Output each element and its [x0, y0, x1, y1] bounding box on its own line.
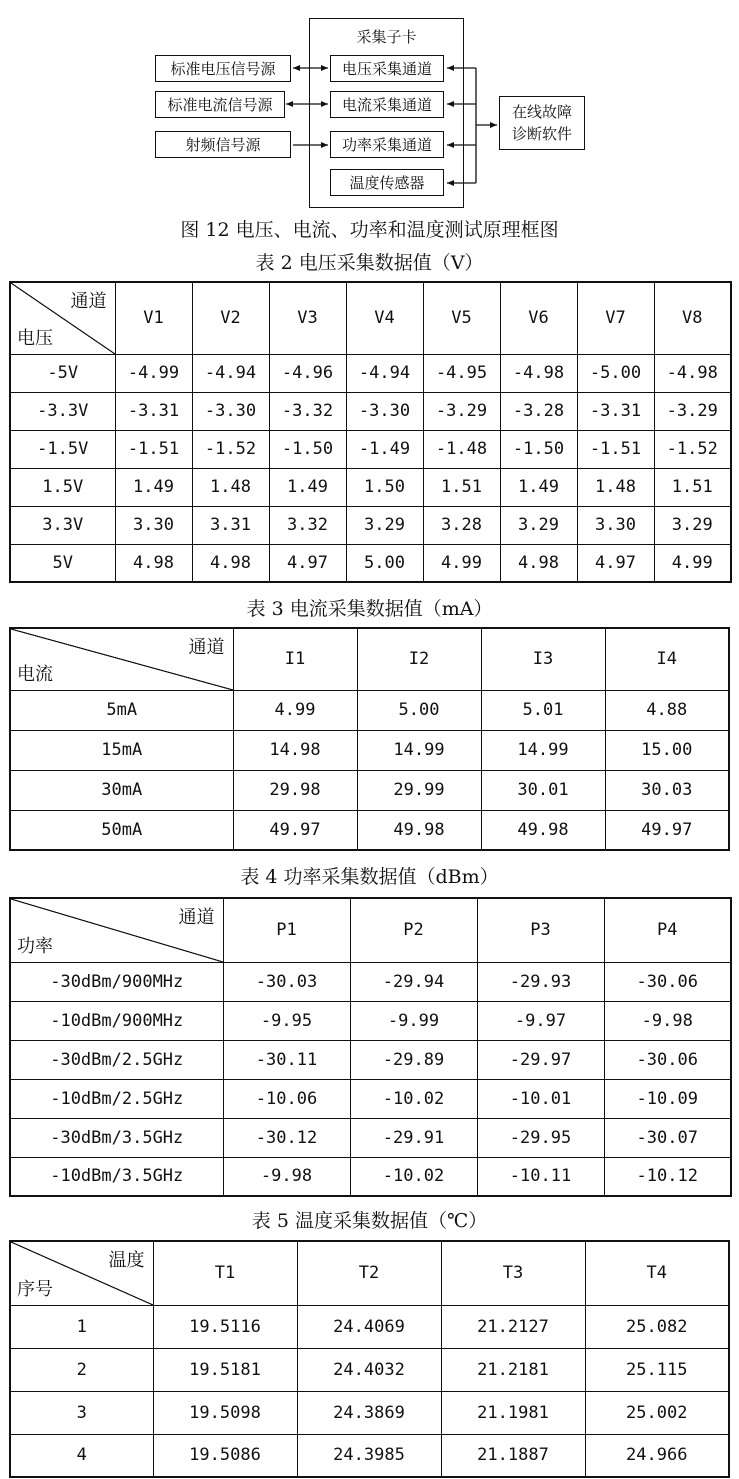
- column-header: P1: [223, 898, 350, 962]
- table-cell: -4.94: [346, 354, 423, 392]
- temperature-sensor: 温度传感器: [330, 169, 444, 196]
- table-cell: -3.28: [500, 392, 577, 430]
- table-row: [10, 430, 731, 468]
- block-diagram: [0, 0, 739, 210]
- table-3-caption: 表 3 电流采集数据值（mA）: [246, 598, 493, 620]
- table-2-caption: 表 2 电压采集数据值（V）: [255, 252, 484, 274]
- row-label: 2: [10, 1348, 153, 1391]
- table-cell: 3.28: [423, 506, 500, 544]
- table-cell: 49.98: [357, 810, 481, 850]
- column-header: P3: [477, 898, 604, 962]
- table-cell: 3.29: [500, 506, 577, 544]
- table-cell: -4.95: [423, 354, 500, 392]
- table-cell: 49.97: [233, 810, 357, 850]
- table-row: [10, 468, 731, 506]
- table-cell: -10.01: [477, 1079, 604, 1118]
- table-cell: 1.48: [192, 468, 269, 506]
- table-row: [10, 392, 731, 430]
- table-cell: 3.29: [346, 506, 423, 544]
- table-cell: 19.5181: [153, 1348, 297, 1391]
- header-row: [10, 898, 731, 962]
- table-cell: -10.02: [350, 1157, 477, 1196]
- row-label: 1: [10, 1305, 153, 1348]
- column-header: V6: [500, 282, 577, 354]
- corner-cell: [10, 1241, 153, 1305]
- table-cell: 24.3985: [297, 1434, 441, 1477]
- table-cell: 24.4069: [297, 1305, 441, 1348]
- acquisition-card-title: 采集子卡: [356, 28, 417, 46]
- row-label: -10dBm/3.5GHz: [10, 1157, 223, 1196]
- table-cell: -30.06: [604, 1040, 731, 1079]
- header-row: [10, 628, 729, 690]
- table-cell: 14.99: [357, 730, 481, 770]
- table-cell: 3.30: [577, 506, 654, 544]
- table-cell: -9.98: [223, 1157, 350, 1196]
- corner-top-label: 通道: [70, 291, 107, 312]
- column-header: V4: [346, 282, 423, 354]
- column-header: I1: [233, 628, 357, 690]
- table-cell: -30.11: [223, 1040, 350, 1079]
- table-cell: -29.95: [477, 1118, 604, 1157]
- row-label: 1.5V: [10, 468, 115, 506]
- table-cell: -1.52: [654, 430, 731, 468]
- table-cell: -29.93: [477, 962, 604, 1001]
- temperature-table: [9, 1240, 730, 1478]
- table-row: [10, 690, 729, 730]
- table-row: [10, 1391, 729, 1434]
- source-current: 标准电流信号源: [155, 91, 285, 118]
- table-cell: 1.49: [269, 468, 346, 506]
- table-cell: 1.48: [577, 468, 654, 506]
- row-label: -30dBm/3.5GHz: [10, 1118, 223, 1157]
- table-cell: -4.94: [192, 354, 269, 392]
- table-cell: 5.00: [357, 690, 481, 730]
- column-header: V8: [654, 282, 731, 354]
- table-cell: 4.97: [269, 544, 346, 582]
- table-cell: -9.95: [223, 1001, 350, 1040]
- table-cell: 1.49: [115, 468, 192, 506]
- table-cell: -10.12: [604, 1157, 731, 1196]
- column-header: T4: [585, 1241, 729, 1305]
- table-cell: 21.2127: [441, 1305, 585, 1348]
- table-cell: -29.94: [350, 962, 477, 1001]
- row-label: -10dBm/2.5GHz: [10, 1079, 223, 1118]
- table-cell: 19.5086: [153, 1434, 297, 1477]
- column-header: T3: [441, 1241, 585, 1305]
- channel-voltage: 电压采集通道: [330, 55, 444, 82]
- table-cell: -4.99: [115, 354, 192, 392]
- table-row: [10, 354, 731, 392]
- row-label: -3.3V: [10, 392, 115, 430]
- table-cell: 30.01: [481, 770, 605, 810]
- table-cell: -1.51: [577, 430, 654, 468]
- table-cell: -9.98: [604, 1001, 731, 1040]
- table-cell: -4.98: [654, 354, 731, 392]
- table-row: [10, 1157, 731, 1196]
- row-label: -1.5V: [10, 430, 115, 468]
- row-label: 4: [10, 1434, 153, 1477]
- channel-current: 电流采集通道: [330, 91, 444, 118]
- table-cell: -1.50: [269, 430, 346, 468]
- table-row: [10, 962, 731, 1001]
- column-header: V7: [577, 282, 654, 354]
- table-cell: 5.01: [481, 690, 605, 730]
- table-cell: 19.5098: [153, 1391, 297, 1434]
- row-label: -5V: [10, 354, 115, 392]
- table-cell: -3.30: [192, 392, 269, 430]
- table-cell: -9.97: [477, 1001, 604, 1040]
- table-cell: 21.2181: [441, 1348, 585, 1391]
- table-row: [10, 770, 729, 810]
- table-cell: 4.97: [577, 544, 654, 582]
- source-rf: 射频信号源: [155, 131, 291, 158]
- software-line-2: 诊断软件: [511, 125, 572, 143]
- table-row: [10, 1040, 731, 1079]
- table-cell: -29.97: [477, 1040, 604, 1079]
- table-cell: 4.99: [423, 544, 500, 582]
- row-label: 15mA: [10, 730, 233, 770]
- voltage-table: [9, 281, 732, 583]
- corner-cell: [10, 282, 115, 354]
- corner-top-label: 通道: [178, 907, 215, 928]
- corner-bottom-label: 功率: [17, 935, 53, 957]
- table-cell: 3.32: [269, 506, 346, 544]
- table-cell: 15.00: [605, 730, 729, 770]
- table-cell: -29.91: [350, 1118, 477, 1157]
- table-cell: 4.98: [192, 544, 269, 582]
- table-cell: 49.97: [605, 810, 729, 850]
- row-label: -30dBm/900MHz: [10, 962, 223, 1001]
- table-cell: 5.00: [346, 544, 423, 582]
- corner-bottom-label: 电流: [17, 663, 53, 685]
- table-row: [10, 506, 731, 544]
- row-label: 3.3V: [10, 506, 115, 544]
- row-label: 3: [10, 1391, 153, 1434]
- table-4-caption: 表 4 功率采集数据值（dBm）: [240, 866, 499, 888]
- corner-top-label: 温度: [108, 1250, 145, 1271]
- table-cell: 29.99: [357, 770, 481, 810]
- row-label: -10dBm/900MHz: [10, 1001, 223, 1040]
- table-row: [10, 544, 731, 582]
- table-cell: 1.49: [500, 468, 577, 506]
- table-cell: -10.11: [477, 1157, 604, 1196]
- table-cell: -3.29: [654, 392, 731, 430]
- table-cell: -3.31: [115, 392, 192, 430]
- table-cell: -3.31: [577, 392, 654, 430]
- row-label: 30mA: [10, 770, 233, 810]
- table-cell: -10.09: [604, 1079, 731, 1118]
- table-cell: -1.48: [423, 430, 500, 468]
- table-cell: 49.98: [481, 810, 605, 850]
- table-cell: -1.52: [192, 430, 269, 468]
- column-header: T2: [297, 1241, 441, 1305]
- table-row: [10, 810, 729, 850]
- corner-cell: [10, 898, 223, 962]
- column-header: P4: [604, 898, 731, 962]
- table-cell: 4.98: [500, 544, 577, 582]
- table-cell: -30.07: [604, 1118, 731, 1157]
- table-cell: 21.1981: [441, 1391, 585, 1434]
- table-cell: -1.49: [346, 430, 423, 468]
- table-cell: 3.29: [654, 506, 731, 544]
- table-row: [10, 1079, 731, 1118]
- table-row: [10, 1118, 731, 1157]
- table-5-caption: 表 5 温度采集数据值（℃）: [251, 1210, 488, 1232]
- row-label: 5mA: [10, 690, 233, 730]
- table-row: [10, 1001, 731, 1040]
- table-cell: -3.30: [346, 392, 423, 430]
- column-header: V5: [423, 282, 500, 354]
- table-cell: -9.99: [350, 1001, 477, 1040]
- table-row: [10, 1305, 729, 1348]
- table-cell: -5.00: [577, 354, 654, 392]
- table-cell: -30.06: [604, 962, 731, 1001]
- table-cell: 29.98: [233, 770, 357, 810]
- table-cell: 25.082: [585, 1305, 729, 1348]
- column-header: V1: [115, 282, 192, 354]
- table-cell: 25.002: [585, 1391, 729, 1434]
- table-cell: -3.29: [423, 392, 500, 430]
- table-cell: 3.30: [115, 506, 192, 544]
- row-label: 50mA: [10, 810, 233, 850]
- table-cell: -30.03: [223, 962, 350, 1001]
- table-cell: 1.50: [346, 468, 423, 506]
- table-cell: 4.99: [233, 690, 357, 730]
- table-cell: 30.03: [605, 770, 729, 810]
- table-cell: 24.3869: [297, 1391, 441, 1434]
- table-cell: -3.32: [269, 392, 346, 430]
- channel-power: 功率采集通道: [330, 131, 444, 158]
- header-row: [10, 282, 731, 354]
- table-cell: 14.99: [481, 730, 605, 770]
- table-cell: -1.51: [115, 430, 192, 468]
- table-cell: -30.12: [223, 1118, 350, 1157]
- table-cell: 19.5116: [153, 1305, 297, 1348]
- corner-bottom-label: 电压: [17, 327, 53, 349]
- column-header: V2: [192, 282, 269, 354]
- column-header: I2: [357, 628, 481, 690]
- table-cell: 24.966: [585, 1434, 729, 1477]
- column-header: P2: [350, 898, 477, 962]
- column-header: I3: [481, 628, 605, 690]
- table-cell: 3.31: [192, 506, 269, 544]
- source-voltage: 标准电压信号源: [155, 55, 291, 82]
- current-table: [9, 627, 730, 851]
- table-cell: -1.50: [500, 430, 577, 468]
- power-table: [9, 897, 732, 1197]
- diagnosis-software-box: [499, 96, 585, 150]
- row-label: 5V: [10, 544, 115, 582]
- table-cell: 21.1887: [441, 1434, 585, 1477]
- corner-cell: [10, 628, 233, 690]
- row-label: -30dBm/2.5GHz: [10, 1040, 223, 1079]
- figure-caption: 图 12 电压、电流、功率和温度测试原理框图: [180, 219, 559, 241]
- column-header: I4: [605, 628, 729, 690]
- column-header: V3: [269, 282, 346, 354]
- table-cell: -10.02: [350, 1079, 477, 1118]
- table-cell: 4.99: [654, 544, 731, 582]
- table-cell: -29.89: [350, 1040, 477, 1079]
- table-cell: 4.98: [115, 544, 192, 582]
- table-cell: -4.96: [269, 354, 346, 392]
- table-row: [10, 1348, 729, 1391]
- table-cell: 1.51: [423, 468, 500, 506]
- software-line-1: 在线故障: [511, 103, 572, 121]
- table-cell: 24.4032: [297, 1348, 441, 1391]
- table-cell: 14.98: [233, 730, 357, 770]
- table-row: [10, 1434, 729, 1477]
- corner-top-label: 通道: [188, 637, 225, 658]
- table-cell: -10.06: [223, 1079, 350, 1118]
- column-header: T1: [153, 1241, 297, 1305]
- table-cell: 25.115: [585, 1348, 729, 1391]
- header-row: [10, 1241, 729, 1305]
- table-row: [10, 730, 729, 770]
- table-cell: 4.88: [605, 690, 729, 730]
- corner-bottom-label: 序号: [17, 1278, 53, 1300]
- table-cell: 1.51: [654, 468, 731, 506]
- table-cell: -4.98: [500, 354, 577, 392]
